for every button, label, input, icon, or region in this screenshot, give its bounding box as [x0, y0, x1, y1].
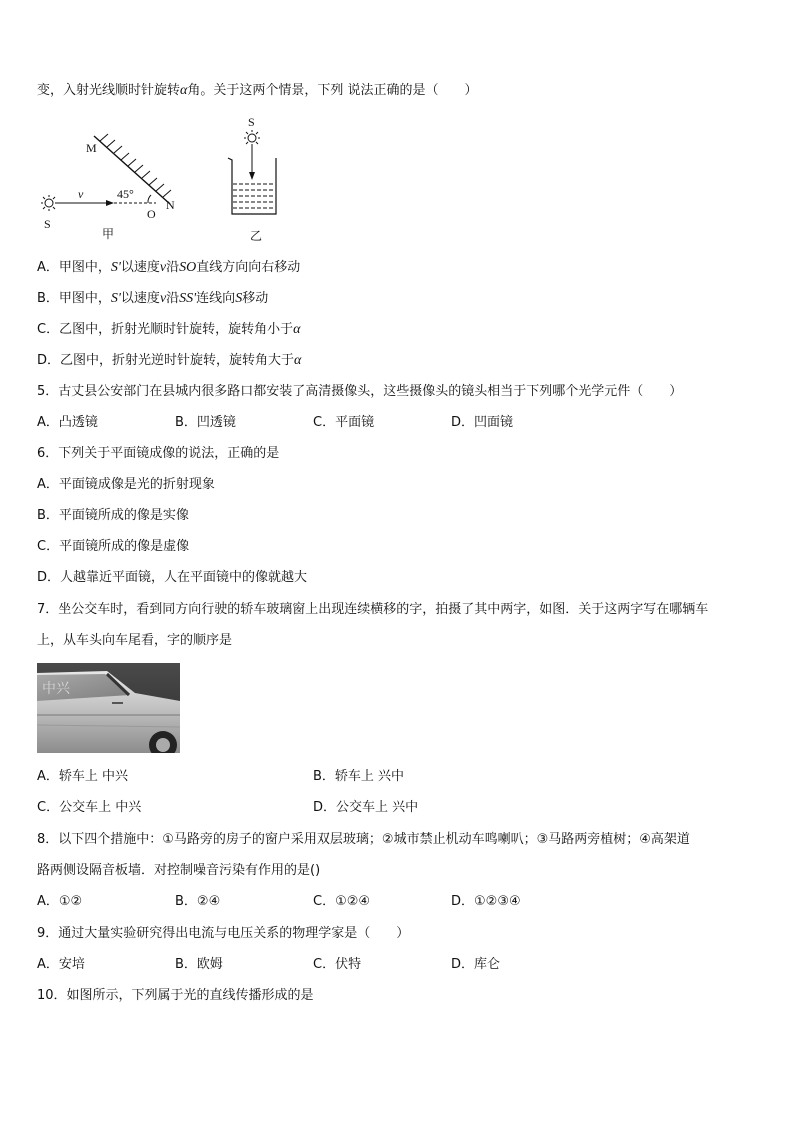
q4-option-b: B．甲图中，S'以速度v沿SS'连线向S移动	[37, 291, 269, 306]
q8-option-b: B．②④	[175, 894, 221, 909]
q5-option-c: C．平面镜	[313, 415, 375, 430]
q5-option-a: A．凸透镜	[37, 415, 98, 430]
q8-stem-line1: 8．以下四个措施中：①马路旁的房子的窗户采用双层玻璃；②城市禁止机动车鸣喇叭；③马路两旁植树；④高架道	[37, 832, 690, 847]
q9-option-c: C．伏特	[313, 957, 362, 972]
q6-stem: 6．下列关于平面镜成像的说法，正确的是	[37, 446, 280, 461]
q5-stem: 5．古丈县公安部门在县城内很多路口都安装了高清摄像头，这些摄像头的镜头相当于下列哪个光学元件（ ）	[37, 384, 683, 399]
q8-stem-line2: 路两侧设隔音板墙．对控制噪音污染有作用的是()	[37, 863, 321, 878]
arrow-down-icon	[249, 172, 255, 180]
q5-option-d: D．凹面镜	[451, 415, 514, 430]
q10-stem: 10．如图所示，下列属于光的直线传播形成的是	[37, 988, 314, 1003]
q8-option-c: C．①②④	[313, 894, 371, 909]
arrow-right-icon	[106, 200, 114, 206]
q4-alpha: α	[180, 83, 188, 98]
q8-option-d: D．①②③④	[451, 894, 521, 909]
figure-jia	[30, 128, 190, 243]
label-n: N	[166, 198, 175, 212]
sun-icon	[41, 195, 57, 211]
caption-jia: 甲	[102, 227, 115, 241]
label-o: O	[147, 207, 156, 221]
q7-option-a: A．轿车上 中兴	[37, 769, 129, 784]
q7-option-d: D．公交车上 兴中	[313, 800, 419, 815]
angle-arc	[148, 195, 151, 203]
q7-stem-line2: 上，从车头向车尾看，字的顺序是	[37, 633, 233, 648]
sun-icon	[244, 130, 260, 144]
mirror-hatching	[100, 134, 171, 197]
caption-yi: 乙	[250, 229, 263, 243]
q4-stem-rest: 角。关于这两个情景，下列 说法正确的是（ ）	[187, 83, 478, 98]
q9-option-a: A．安培	[37, 957, 85, 972]
q6-option-d: D．人越靠近平面镜，人在平面镜中的像就越大	[37, 570, 308, 585]
q4-stem	[37, 82, 478, 100]
figure-yi	[220, 112, 290, 244]
label-m: M	[86, 141, 97, 155]
label-v: v	[78, 187, 84, 201]
q8-option-a: A．①②	[37, 894, 83, 909]
q4-option-c: C．乙图中，折射光顺时针旋转，旋转角小于α	[37, 322, 301, 337]
q4-option-d: D．乙图中，折射光逆时针旋转，旋转角大于α	[37, 353, 302, 368]
q9-stem: 9．通过大量实验研究得出电流与电压关系的物理学家是（ ）	[37, 926, 410, 941]
water	[233, 184, 275, 208]
q4-stem-text: 变，入射光线顺时针旋转	[37, 83, 181, 98]
q5-option-b: B．凹透镜	[175, 415, 236, 430]
q7-option-b: B．轿车上 兴中	[313, 769, 405, 784]
q7-stem-line1: 7．坐公交车时，看到同方向行驶的轿车玻璃窗上出现连续横移的字，拍摄了其中两字，如图．关于这两字写在哪辆车	[37, 602, 709, 617]
q9-option-b: B．欧姆	[175, 957, 223, 972]
car-window-photo	[37, 663, 180, 753]
label-s-yi: S	[248, 115, 255, 129]
q6-option-a: A．平面镜成像是光的折射现象	[37, 477, 215, 492]
window-text: 中兴	[42, 681, 70, 697]
q7-option-c: C．公交车上 中兴	[37, 800, 142, 815]
label-s: S	[44, 217, 51, 231]
q4-option-a: A．甲图中，S'以速度v沿SO直线方向向右移动	[37, 260, 301, 275]
q6-option-c: C．平面镜所成的像是虚像	[37, 539, 190, 554]
q9-option-d: D．库仑	[451, 957, 501, 972]
label-angle: 45°	[117, 187, 134, 201]
q6-option-b: B．平面镜所成的像是实像	[37, 508, 189, 523]
